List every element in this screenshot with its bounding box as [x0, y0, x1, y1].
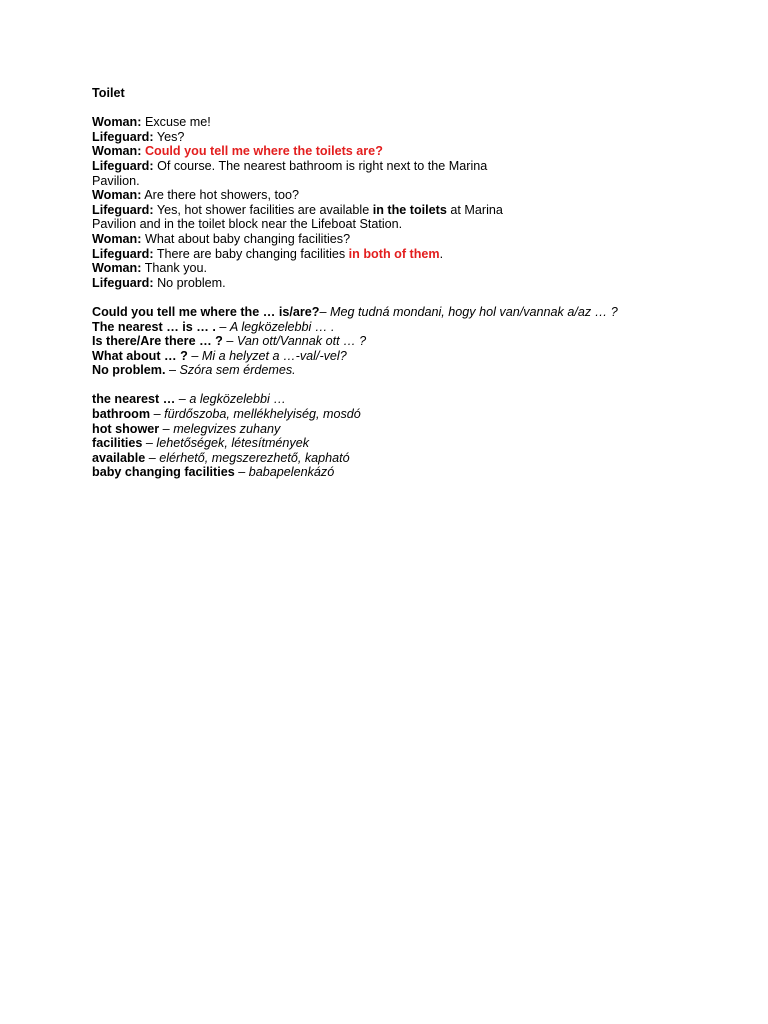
dialogue-line — [92, 232, 732, 247]
vocab-row-dash: – — [145, 450, 160, 465]
vocab-row — [92, 407, 732, 422]
vocab-row — [92, 392, 732, 407]
phrase-row — [92, 320, 732, 335]
vocab-row-english: the nearest … — [92, 392, 176, 407]
section-spacer — [92, 378, 732, 393]
phrase-row — [92, 334, 732, 349]
dialogue-line — [92, 217, 732, 232]
phrase-row-english: Is there/Are there … ? — [92, 334, 223, 349]
vocab-row-dash: – — [175, 392, 190, 407]
dialogue-line — [92, 261, 732, 276]
dialogue-text: Pavilion and in the toilet block near the Lifeboat Station. — [92, 217, 403, 232]
speaker-label: Lifeguard: — [92, 158, 154, 173]
phrase-row-english: No problem. — [92, 363, 166, 378]
vocab-row-english: baby changing facilities — [92, 465, 235, 480]
dialogue-line — [92, 130, 732, 145]
dialogue-line — [92, 276, 732, 291]
dialogue-line — [92, 144, 732, 159]
vocab-row-hungarian: elérhető, megszerezhető, kapható — [159, 450, 350, 465]
vocab-row — [92, 465, 732, 480]
dialogue-line — [92, 247, 732, 262]
dialogue-line — [92, 188, 732, 203]
vocab-row-hungarian: babapelenkázó — [248, 465, 335, 480]
dialogue-text: No problem. — [153, 275, 226, 290]
speaker-label: Woman: — [92, 231, 142, 246]
phrase-row — [92, 363, 732, 378]
vocab-row-english: available — [92, 450, 146, 465]
vocab-row-hungarian: melegvizes zuhany — [173, 421, 281, 436]
phrase-row-hungarian: Van ott/Vannak ott … ? — [236, 334, 367, 349]
vocab-row-dash: – — [150, 407, 165, 422]
document-page — [92, 86, 732, 480]
dialogue-text: Pavilion. — [92, 173, 140, 188]
dialogue-text: Are there hot showers, too? — [141, 188, 299, 203]
dialogue-text: Excuse me! — [141, 115, 211, 130]
phrase-row-hungarian: Mi a helyzet a …-val/-vel? — [201, 348, 347, 363]
speaker-label: Woman: — [92, 144, 142, 159]
dialogue-text: Could you tell me where the toilets are? — [141, 144, 383, 159]
vocab-row-hungarian: a legközelebbi … — [189, 392, 286, 407]
speaker-label: Woman: — [92, 261, 142, 276]
phrase-row-dash: – — [165, 363, 180, 378]
vocab-row-dash: – — [159, 421, 174, 436]
phrase-row-english: Could you tell me where the … is/are? — [92, 304, 320, 319]
vocab-row-dash: – — [142, 436, 157, 451]
vocab-row-english: facilities — [92, 436, 143, 451]
dialogue-line — [92, 174, 732, 189]
phrase-row-hungarian: Szóra sem érdemes. — [179, 363, 296, 378]
speaker-label: Lifeguard: — [92, 129, 154, 144]
dialogue-line — [92, 159, 732, 174]
dialogue-text: in both of them — [348, 246, 440, 261]
section-spacer — [92, 290, 732, 305]
phrase-row-dash: – — [215, 319, 230, 334]
phrase-row-dash: – — [187, 348, 202, 363]
dialogue-text: Yes, hot shower facilities are available — [153, 202, 373, 217]
dialogue-section — [92, 115, 732, 290]
speaker-label: Lifeguard: — [92, 246, 154, 261]
document-title: Toilet — [92, 86, 125, 100]
speaker-label: Woman: — [92, 188, 142, 203]
phrase-row-english: What about … ? — [92, 348, 188, 363]
speaker-label: Lifeguard: — [92, 275, 154, 290]
vocab-row-english: hot shower — [92, 421, 160, 436]
dialogue-text: Thank you. — [141, 261, 208, 276]
vocab-row-dash: – — [234, 465, 249, 480]
vocabulary-section — [92, 392, 732, 480]
vocab-row — [92, 451, 732, 466]
dialogue-text: at Marina — [446, 202, 503, 217]
vocab-row-hungarian: lehetőségek, létesítmények — [156, 436, 310, 451]
vocab-row-english: bathroom — [92, 407, 151, 422]
phrase-row-hungarian: A legközelebbi … . — [229, 319, 335, 334]
phrase-row-hungarian: Meg tudná mondani, hogy hol van/vannak a/az … ? — [329, 304, 618, 319]
dialogue-text: Of course. The nearest bathroom is right next to the Marina — [153, 158, 488, 173]
phrase-row — [92, 305, 732, 320]
dialogue-text: Yes? — [153, 129, 185, 144]
vocab-row — [92, 422, 732, 437]
dialogue-text: . — [439, 246, 444, 261]
dialogue-text: in the toilets — [372, 202, 447, 217]
vocab-row-hungarian: fürdőszoba, mellékhelyiség, mosdó — [164, 407, 361, 422]
phrase-row-dash: – — [222, 334, 237, 349]
phrase-row — [92, 349, 732, 364]
phrase-row-english: The nearest … is … . — [92, 319, 216, 334]
speaker-label: Lifeguard: — [92, 202, 154, 217]
dialogue-line — [92, 115, 732, 130]
phrase-row-dash: – — [319, 304, 330, 319]
dialogue-text: What about baby changing facilities? — [141, 231, 351, 246]
dialogue-text: There are baby changing facilities — [153, 246, 349, 261]
dialogue-line — [92, 203, 732, 218]
speaker-label: Woman: — [92, 115, 142, 130]
vocab-row — [92, 436, 732, 451]
phrases-section — [92, 305, 732, 378]
